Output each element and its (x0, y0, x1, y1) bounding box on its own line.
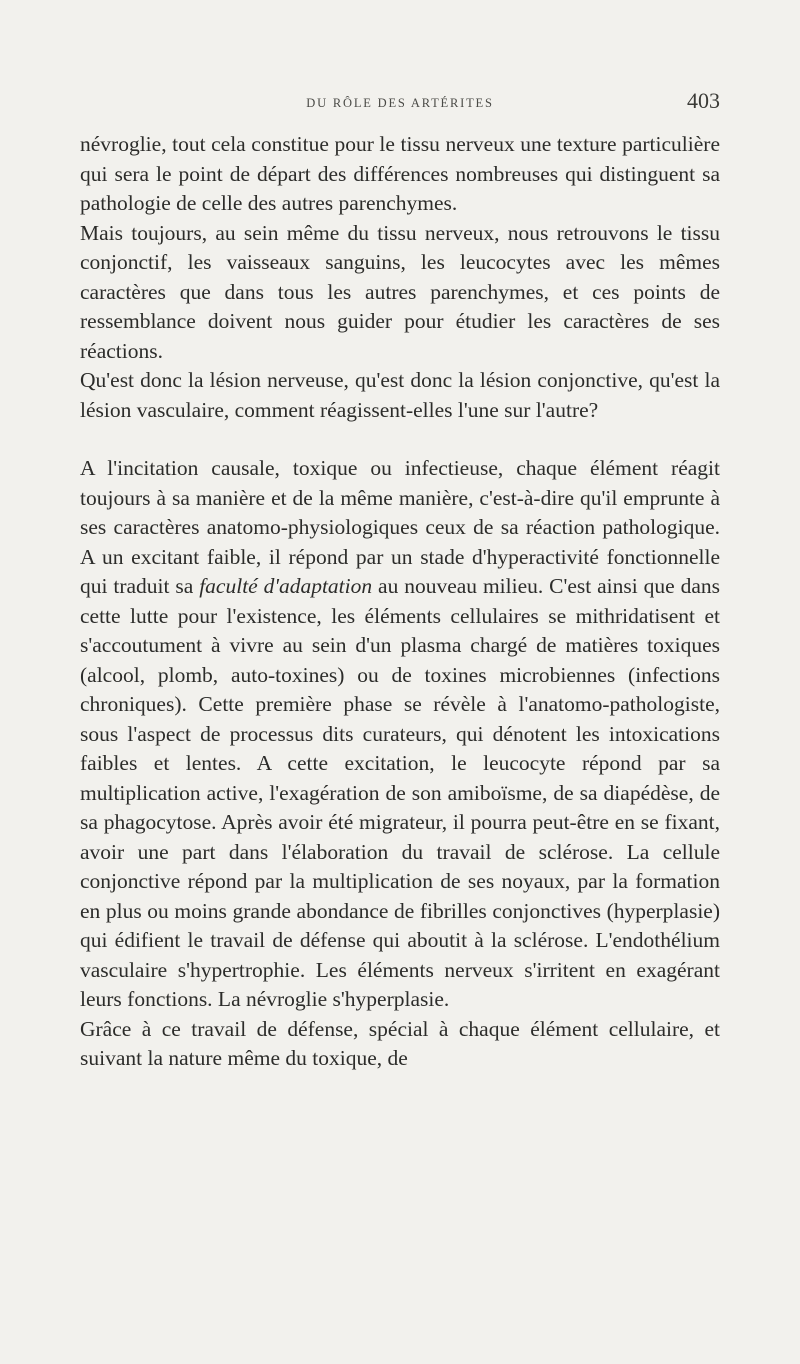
paragraph-4 (80, 454, 720, 1015)
body-text (80, 130, 720, 1074)
paragraph-4-italic-term: faculté d'adaptation (199, 574, 373, 598)
paragraph-5: Grâce à ce travail de défense, spécial à chaque élément cellulaire, et suivant la nature même du toxique, de (80, 1016, 720, 1070)
book-page (80, 88, 720, 1074)
paragraph-1: névroglie, tout cela constitue pour le tissu nerveux une texture particulière qui sera le point de départ des différences nombreuses qui distinguent sa pathologie de celle des autres parenchymes. (80, 132, 720, 215)
paragraph-3: Qu'est donc la lésion nerveuse, qu'est donc la lésion conjonctive, qu'est la lésion vasculaire, comment réagissent-elles l'une sur l'autre? (80, 368, 720, 422)
running-title: DU RÔLE DES ARTÉRITES (306, 96, 494, 110)
paragraph-2: Mais toujours, au sein même du tissu nerveux, nous retrouvons le tissu conjonctif, les vaisseaux sanguins, les leucocytes avec les mêmes caractères que dans tous les autres parenchymes, et ces points de ressemblance doivent nous guider pour étudier les caractères de ses réactions. (80, 220, 720, 363)
paragraph-4-text-after: au nouveau milieu. C'est ainsi que dans cette lutte pour l'existence, les éléments cellulaires se mithridatisent et s'accoutument à vivre au sein d'un plasma chargé de matières toxiques (alcool, plomb, auto-toxines) ou de toxines microbiennes (infections chroniques). Cette première phase se révèle à l'anatomo-pathologiste, sous l'aspect de processus dits curateurs, qui dénotent les intoxications faibles et lentes. A cette excitation, le leucocyte répond par sa multiplication active, l'exagération de son amiboïsme, de sa diapédèse, de sa phagocytose. Après avoir été migrateur, il pourra peut-être en se fixant, avoir une part dans l'élaboration du travail de sclérose. La cellule conjonctive répond par la multiplication de ses noyaux, par la formation en plus ou moins grande abondance de fibrilles conjonctives (hyperplasie) qui édifient le travail de défense qui aboutit à la sclérose. L'endothélium vasculaire s'hypertrophie. Les éléments nerveux s'irritent en exagérant leurs fonctions. La névroglie s'hyperplasie. (80, 574, 720, 1011)
paragraph-4-text-before: A l'incitation causale, toxique ou infectieuse, chaque élément réagit toujours à sa manière et de la même manière, c'est-à-dire qu'il emprunte à ses caractères anatomo-physiologiques ceux de sa réaction pathologique. A un excitant faible, il répond par un stade d'hyperactivité fonctionnelle qui traduit sa (80, 456, 720, 598)
page-number: 403 (687, 88, 720, 113)
running-head (80, 88, 720, 116)
